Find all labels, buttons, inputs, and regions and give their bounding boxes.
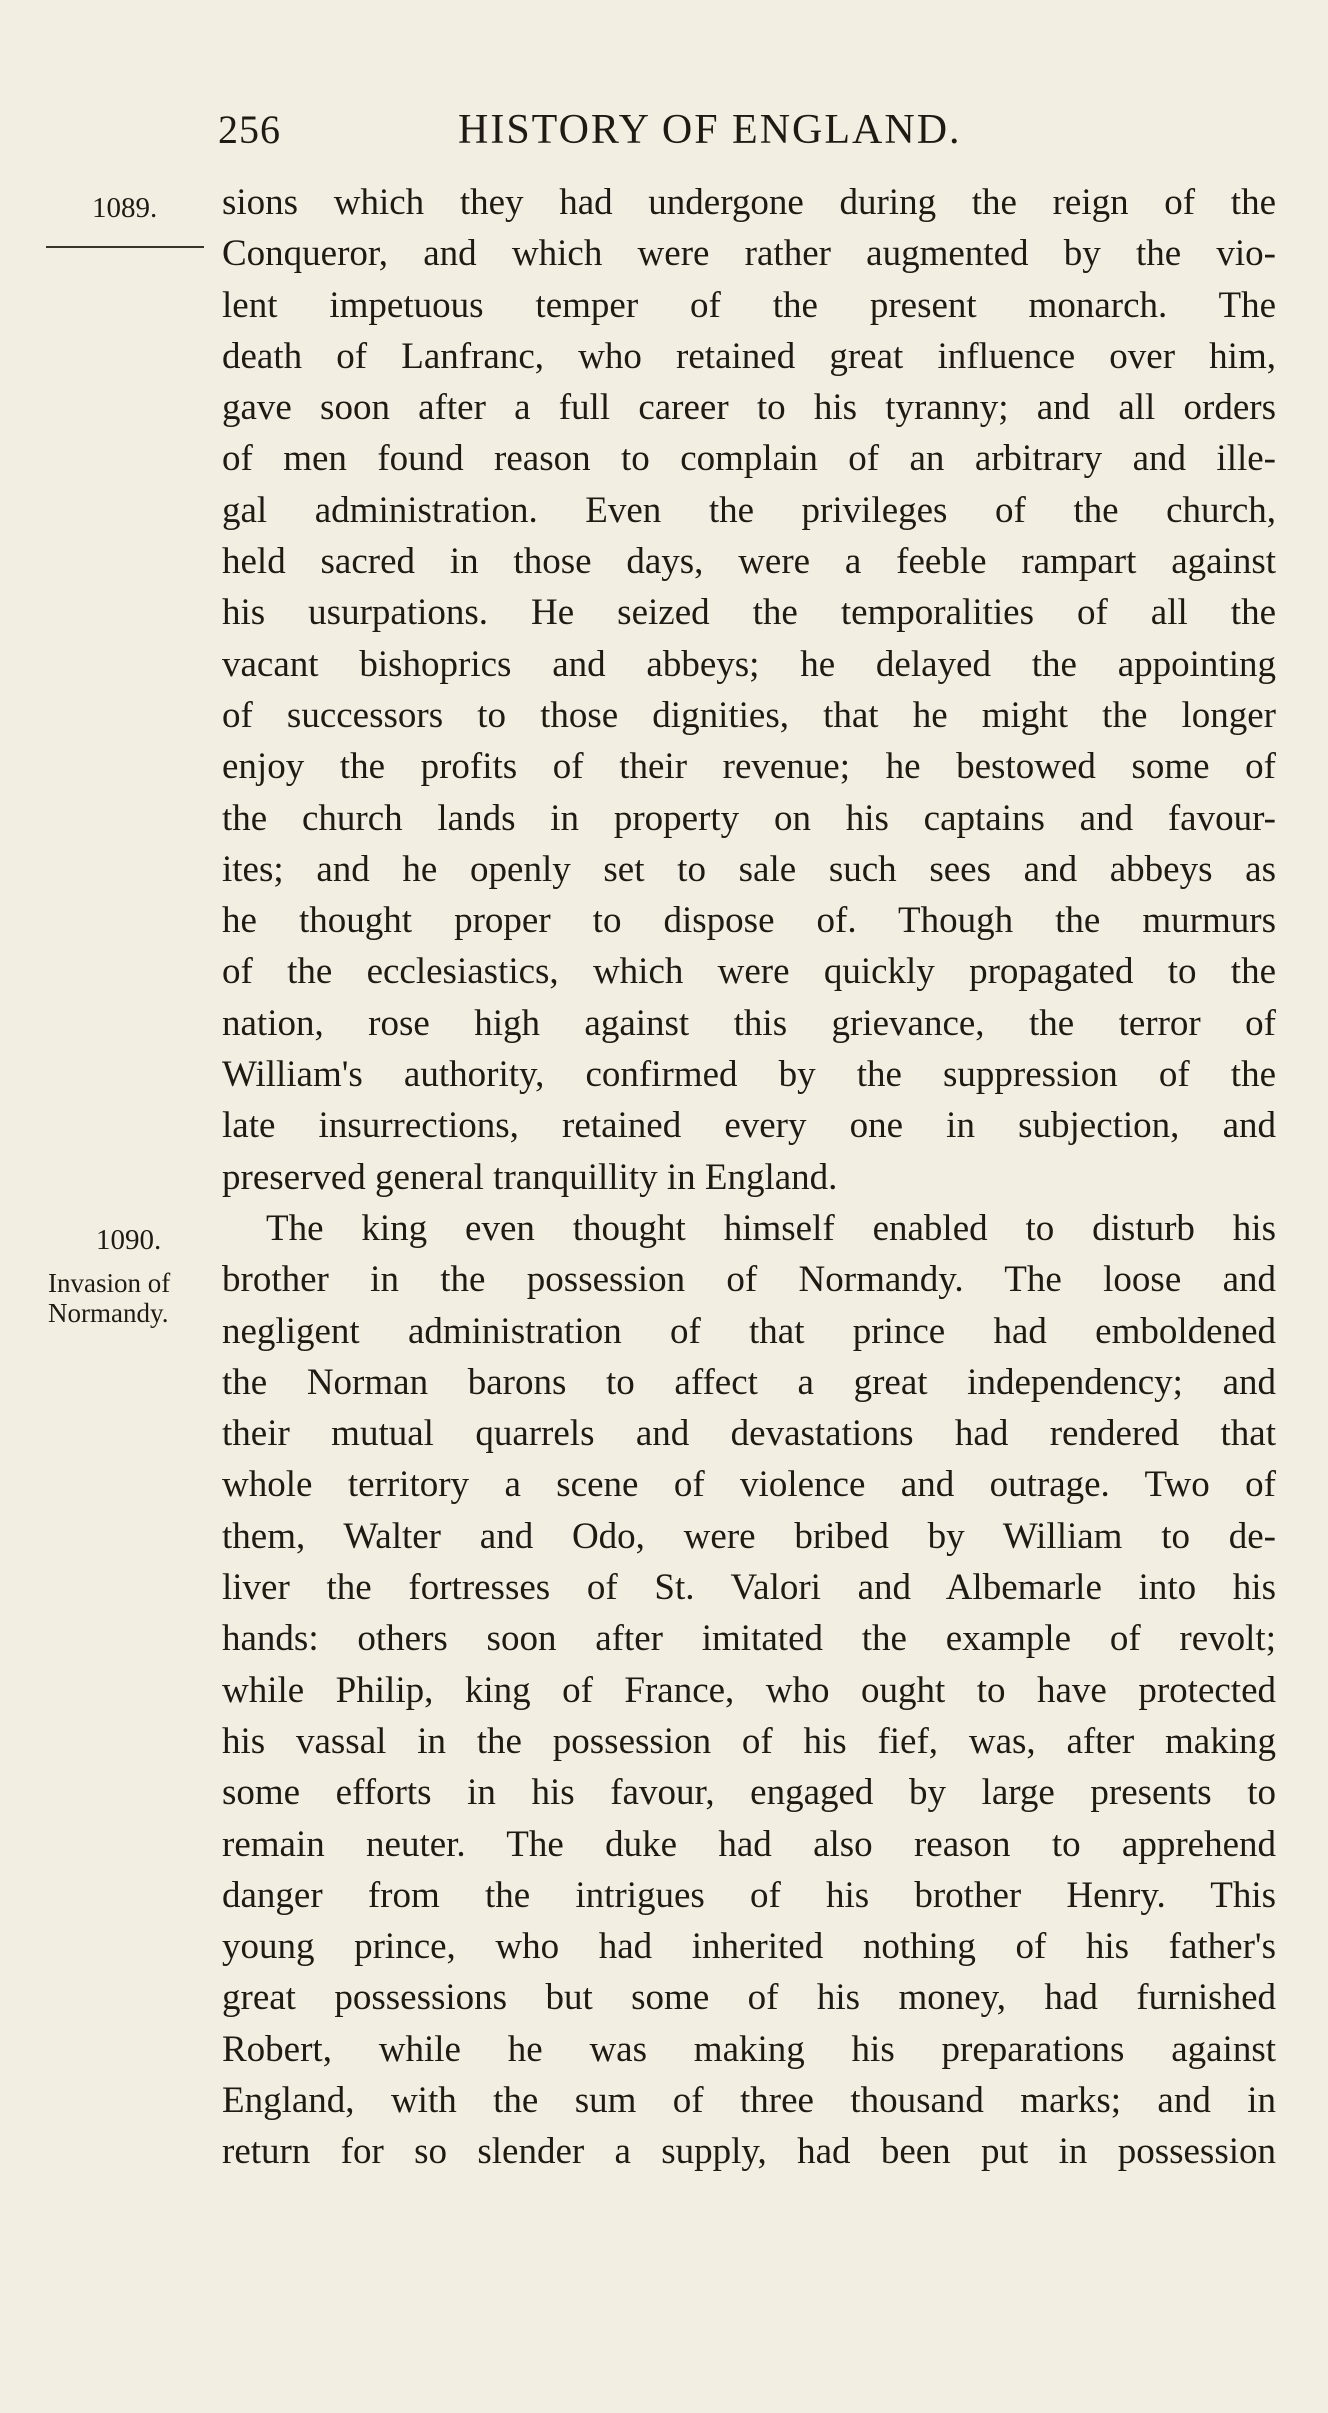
page-number: 256	[218, 107, 281, 152]
text-line: enjoy the profits of their revenue; he bestowed some of	[222, 746, 1276, 788]
text-line: return for so slender a supply, had been put in possession	[222, 2131, 1276, 2173]
text-line: sions which they had undergone during the reign of the	[222, 182, 1276, 223]
page-header	[218, 104, 1278, 156]
text-line: England, with the sum of three thousand marks; and in	[222, 2079, 1276, 2121]
running-head: HISTORY OF ENGLAND.	[458, 107, 962, 153]
text-line: them, Walter and Odo, were bribed by William to de-	[222, 1515, 1276, 1557]
margin-note-line-1: Invasion of	[48, 1268, 171, 1298]
text-line: of successors to those dignities, that he might the longer	[222, 694, 1276, 736]
text-line: brother in the possession of Normandy. The loose and	[222, 1259, 1276, 1301]
margin-rule	[46, 246, 204, 248]
text-line: William's authority, confirmed by the suppression of the	[222, 1054, 1276, 1096]
text-line: gave soon after a full career to his tyranny; and all orders	[222, 387, 1276, 429]
text-line-paragraph-start: The king even thought himself enabled to disturb his	[266, 1207, 1276, 1249]
text-line: ites; and he openly set to sale such sees and abbeys as	[222, 848, 1276, 890]
text-line: remain neuter. The duke had also reason to apprehend	[222, 1823, 1276, 1865]
text-line: late insurrections, retained every one in subjection, and	[222, 1105, 1276, 1147]
text-line: death of Lanfranc, who retained great influence over him,	[222, 335, 1276, 377]
text-line: Conqueror, and which were rather augmented by the vio-	[222, 233, 1276, 275]
text-line: Robert, while he was making his preparations against	[222, 2028, 1276, 2070]
body-text	[222, 177, 1276, 2178]
text-line: hands: others soon after imitated the example of revolt;	[222, 1618, 1276, 1660]
text-line: the church lands in property on his captains and favour-	[222, 797, 1276, 839]
margin-note-line-2: Normandy.	[48, 1298, 169, 1328]
text-line: his usurpations. He seized the temporalities of all the	[222, 592, 1276, 634]
margin-note	[48, 1268, 208, 1328]
text-line: danger from the intrigues of his brother Henry. This	[222, 1874, 1276, 1916]
text-line: their mutual quarrels and devastations had rendered that	[222, 1413, 1276, 1455]
text-line: of the ecclesiastics, which were quickly propagated to the	[222, 951, 1276, 993]
text-line: vacant bishoprics and abbeys; he delayed the appointing	[222, 643, 1276, 685]
text-line: young prince, who had inherited nothing of his father's	[222, 1926, 1276, 1968]
text-line: nation, rose high against this grievance, the terror of	[222, 1002, 1276, 1044]
text-line: whole territory a scene of violence and outrage. Two of	[222, 1464, 1276, 1506]
margin-year-1090: 1090.	[96, 1224, 162, 1256]
text-line: gal administration. Even the privileges of the church,	[222, 489, 1276, 531]
text-line: the Norman barons to affect a great independency; and	[222, 1361, 1276, 1403]
text-line-paragraph-end: preserved general tranquillity in England.	[222, 1156, 838, 1198]
margin-year-1089: 1089.	[92, 192, 158, 224]
text-line: great possessions but some of his money, had furnished	[222, 1977, 1276, 2019]
text-line: liver the fortresses of St. Valori and Albemarle into his	[222, 1567, 1276, 1609]
text-line: some efforts in his favour, engaged by large presents to	[222, 1772, 1276, 1814]
text-line: while Philip, king of France, who ought to have protected	[222, 1669, 1276, 1711]
text-line: his vassal in the possession of his fief, was, after making	[222, 1720, 1276, 1762]
text-line: of men found reason to complain of an arbitrary and ille-	[222, 438, 1276, 480]
text-line: negligent administration of that prince had emboldened	[222, 1310, 1276, 1352]
text-line: he thought proper to dispose of. Though the murmurs	[222, 900, 1276, 942]
text-line: held sacred in those days, were a feeble rampart against	[222, 541, 1276, 583]
text-line: lent impetuous temper of the present monarch. The	[222, 284, 1276, 326]
